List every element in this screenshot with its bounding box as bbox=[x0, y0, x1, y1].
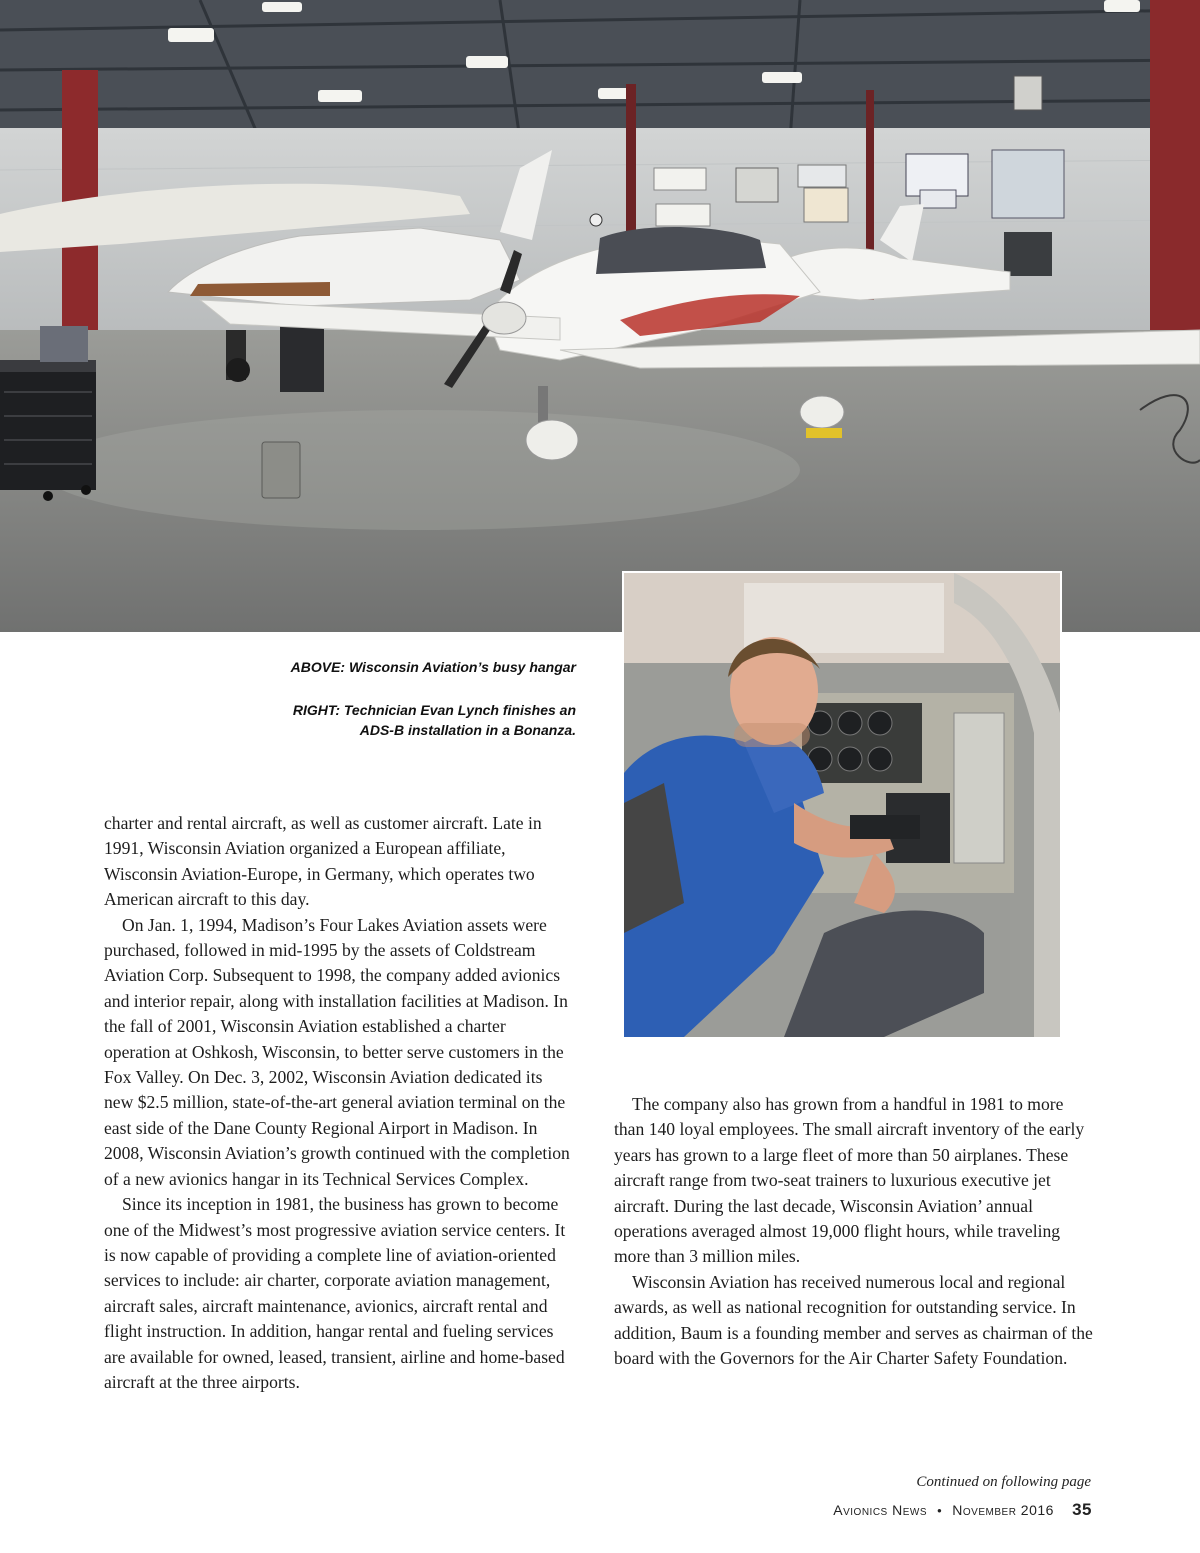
caption-above: ABOVE: Wisconsin Aviation’s busy hangar bbox=[290, 659, 576, 675]
caption-right-line-1: RIGHT: Technician Evan Lynch finishes an bbox=[292, 702, 576, 718]
paragraph: charter and rental aircraft, as well as customer aircraft. Late in 1991, Wisconsin Aviation organized a European affiliate, Wisconsin Aviation-Europe, in Germany, which operates two American aircraft to this day. bbox=[104, 813, 542, 910]
page-footer bbox=[760, 1500, 1092, 1520]
paragraph: Wisconsin Aviation has received numerous local and regional awards, as well as national recognition for outstanding service. In addition, Baum is a founding member and serves as chairman of the board with the Governors for the Air Charter Safety Foundation. bbox=[614, 1271, 1093, 1369]
technician-photo bbox=[622, 571, 1062, 1039]
caption-right-line-2: ADS-B installation in a Bonanza. bbox=[359, 722, 576, 738]
footer-publication: Avionics News bbox=[833, 1502, 927, 1518]
hangar-photo bbox=[0, 0, 1200, 632]
footer-separator: • bbox=[937, 1503, 943, 1518]
article-column-right bbox=[614, 1092, 1094, 1371]
paragraph: On Jan. 1, 1994, Madison’s Four Lakes Aviation assets were purchased, followed in mid-1995 by the assets of Coldstream Aviation Corp. Subsequent to 1998, the company added avionics and interior repair, along with installation facilities at Madison. In the fall of 2001, Wisconsin Aviation established a charter operation at Oshkosh, Wisconsin, to better serve customers in the Fox Valley. On Dec. 3, 2002, Wisconsin Aviation dedicated its new $2.5 million, state-of-the-art general aviation terminal on the east side of the Dane County Regional Airport in Madison. In 2008, Wisconsin Aviation’s growth continued with the completion of a new avionics hangar in its Technical Services Complex. bbox=[104, 914, 570, 1189]
page-number: 35 bbox=[1072, 1500, 1092, 1519]
continued-note: Continued on following page bbox=[916, 1474, 1091, 1490]
paragraph: Since its inception in 1981, the business has grown to become one of the Midwest’s most progressive aviation service centers. It is now capable of providing a complete line of aviation-oriented services to include: air charter, corporate aviation management, aircraft sales, aircraft maintenance, avionics, aircraft rental and flight instruction. In addition, hangar rental and fueling services are available for owned, leased, transient, airline and home-based aircraft at the three airports. bbox=[104, 1194, 566, 1392]
footer-issue: November 2016 bbox=[952, 1502, 1054, 1518]
article-column-left bbox=[104, 811, 574, 1395]
paragraph: The company also has grown from a handful in 1981 to more than 140 loyal employees. The small aircraft inventory of the early years has grown to a large fleet of more than 50 airplanes. These aircraft range from two-seat trainers to luxurious executive jet aircraft. During the last decade, Wisconsin Aviation’ annual operations averaged almost 19,000 flight hours, while traveling more than 3 million miles. bbox=[614, 1094, 1085, 1267]
caption-right bbox=[200, 700, 576, 740]
